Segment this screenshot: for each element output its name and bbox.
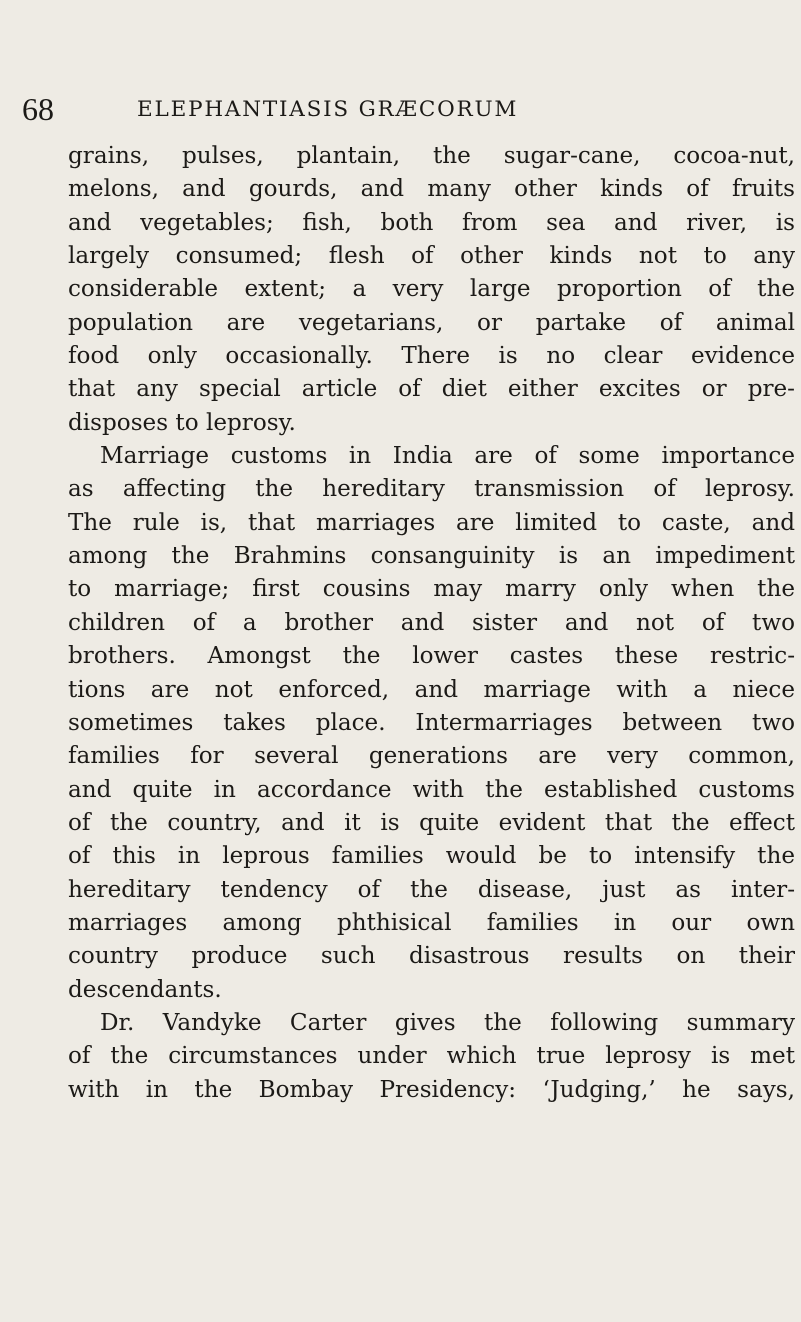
text-line: Dr. Vandyke Carter gives the following summary: [100, 1009, 795, 1036]
text-line: largely consumed; flesh of other kinds not to any: [68, 243, 795, 270]
text-line: Marriage customs in India are of some importance: [100, 443, 795, 470]
text-line: The rule is, that marriages are limited to caste, and: [68, 509, 795, 536]
text-line: among the Brahmins consanguinity is an impediment: [68, 543, 795, 570]
text-line: melons, and gourds, and many other kinds of fruits: [68, 176, 795, 203]
running-title: ELEPHANTIASIS GRÆCORUM: [137, 97, 519, 122]
text-line: descendants.: [68, 976, 222, 1003]
text-line: brothers. Amongst the lower castes these restric-: [68, 643, 795, 670]
text-line: tions are not enforced, and marriage with a niece: [68, 676, 795, 703]
text-line: that any special article of diet either excites or pre-: [68, 376, 795, 403]
text-line: considerable extent; a very large proportion of the: [68, 276, 795, 303]
text-line: of this in leprous families would be to intensify the: [68, 843, 795, 870]
text-line: of the circumstances under which true leprosy is met: [68, 1043, 795, 1070]
running-head: [22, 92, 782, 126]
text-line: marriages among phthisical families in our own: [68, 909, 795, 936]
page-number: 68: [22, 91, 54, 127]
text-line: and vegetables; fish, both from sea and river, is: [68, 209, 795, 236]
text-line: to marriage; first cousins may marry only when the: [68, 576, 795, 603]
text-line: disposes to leprosy.: [68, 409, 296, 436]
text-line: sometimes takes place. Intermarriages between two: [68, 709, 795, 736]
text-line: population are vegetarians, or partake of animal: [68, 309, 795, 336]
text-line: hereditary tendency of the disease, just as inter-: [68, 876, 795, 903]
body-text: [68, 140, 795, 1107]
text-line: as affecting the hereditary transmission of leprosy.: [68, 476, 795, 503]
text-line: food only occasionally. There is no clear evidence: [68, 343, 795, 370]
text-line: grains, pulses, plantain, the sugar-cane, cocoa-nut,: [68, 143, 795, 169]
text-line: and quite in accordance with the established customs: [68, 776, 795, 803]
text-line: families for several generations are very common,: [68, 743, 795, 770]
text-line: of the country, and it is quite evident that the effect: [68, 809, 795, 836]
text-line: children of a brother and sister and not of two: [68, 609, 795, 636]
text-line: with in the Bombay Presidency: ‘Judging,’ he says,: [68, 1076, 795, 1103]
text-line: country produce such disastrous results on their: [68, 943, 795, 970]
